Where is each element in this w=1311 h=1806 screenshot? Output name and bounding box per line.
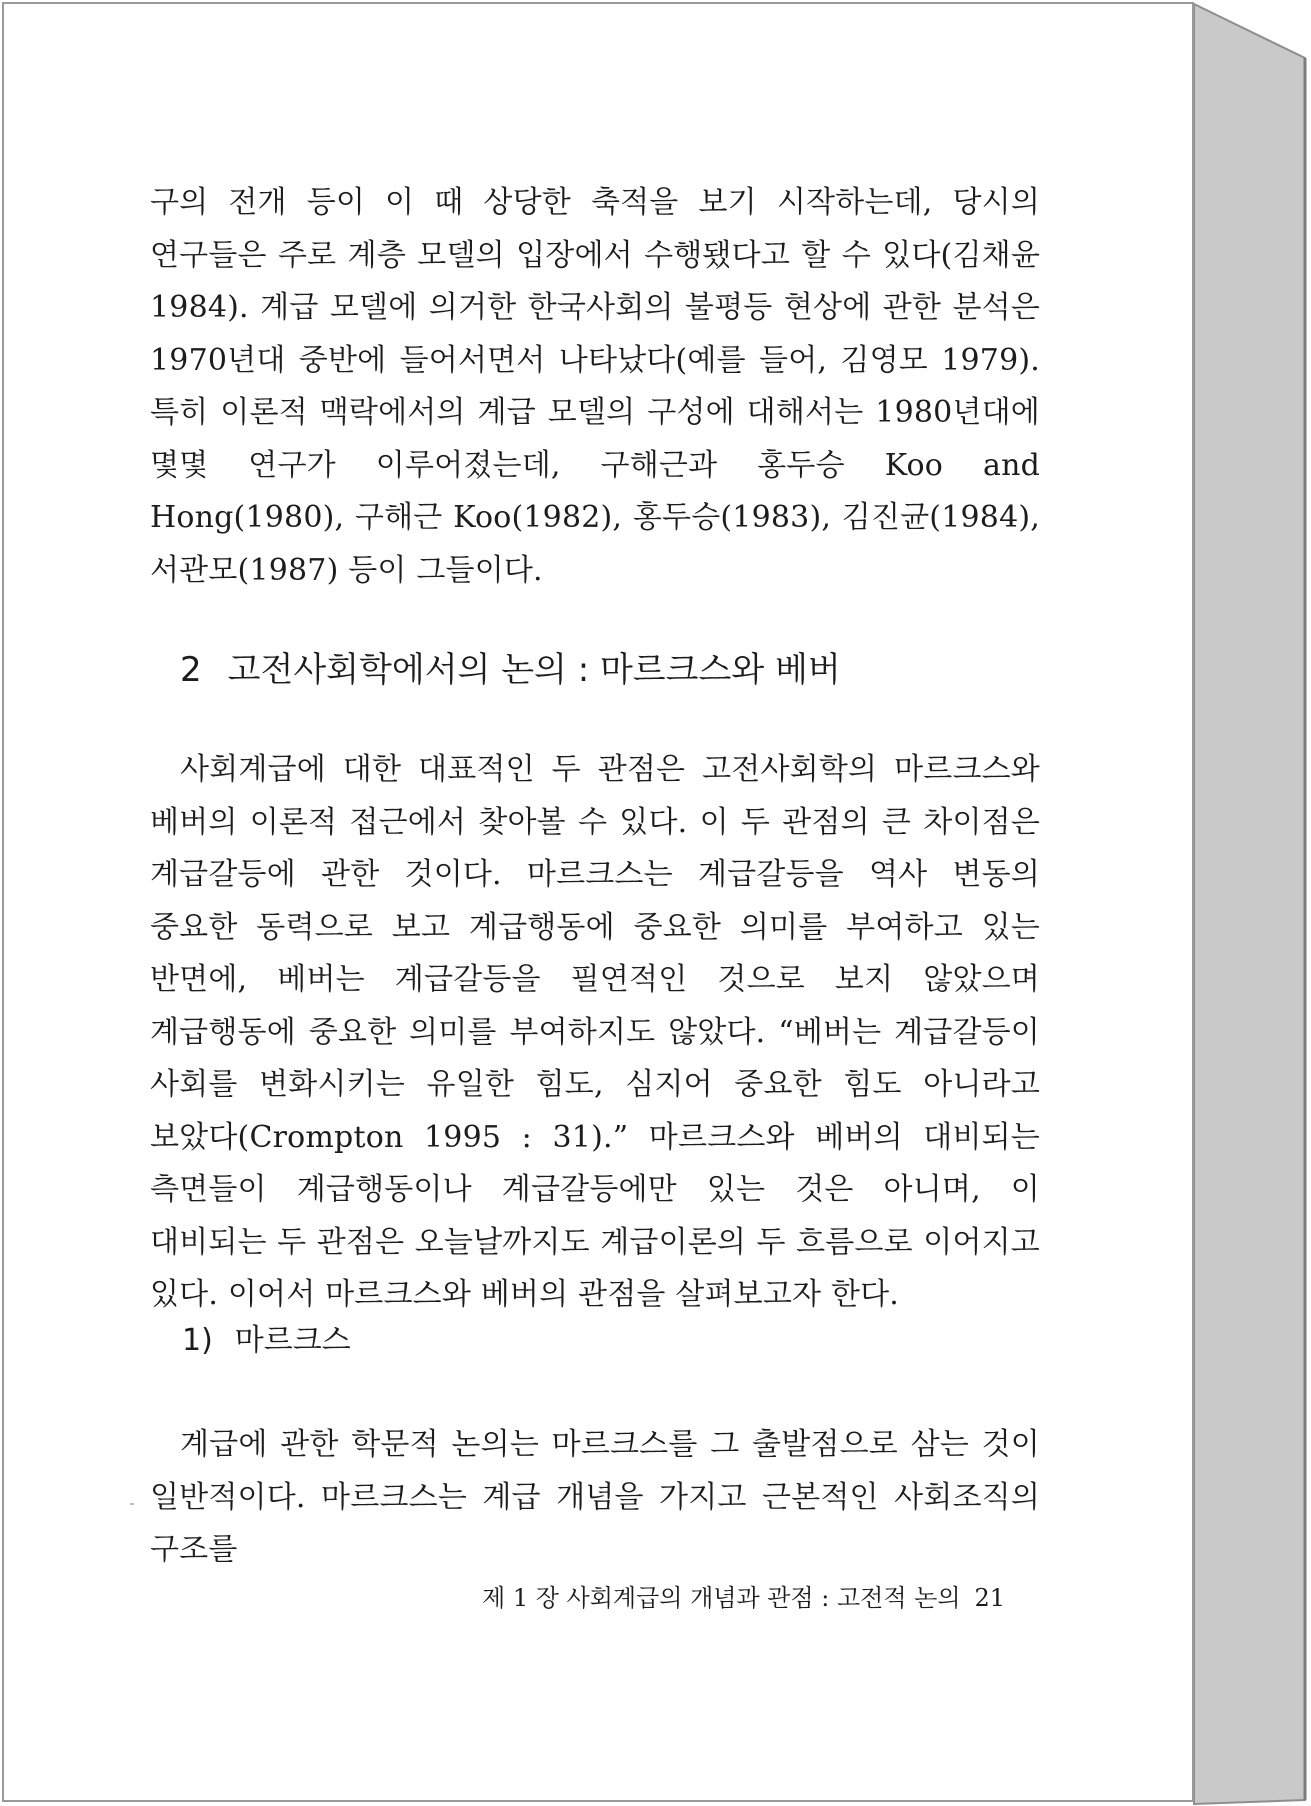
running-title: 제 1 장 사회계급의 개념과 관점 : 고전적 논의 bbox=[482, 1584, 961, 1612]
paragraph-text: 사회계급에 대한 대표적인 두 관점은 고전사회학의 마르크스와 베버의 이론적 접근에서 찾아볼 수 있다. 이 두 관점의 큰 차이점은 계급갈등에 관한 것이다. 마르크스는 계급갈등을 역사 변동의 중요한 동력으로 보고 계급행동에 중요한 의미를 부여하고 있는 반면에, 베버는 계급갈등을 필연적인 것으로 보지 않았으며 계급행동에 중요한 의미를 부여하지도 않았다. “베버는 계급갈등이 사회를 변화시키는 유일한 힘도, 심지어 중요한 힘도 아니라고 보았다(Crompton 1995 : 31).” 마르크스와 베버의 대비되는 측면들이 계급행동이나 계급갈등에만 있는 것은 아니며, 이 대비되는 두 관점은 오늘날까지도 계급이론의 두 흐름으로 이어지고 있다. 이어서 마르크스와 베버의 관점을 살펴보고자 한다. bbox=[150, 752, 1040, 1312]
margin-dot bbox=[130, 1503, 134, 1505]
running-footer bbox=[482, 1578, 1006, 1618]
paragraph-text: 계급에 관한 학문적 논의는 마르크스를 그 출발점으로 삼는 것이 일반적이다. 마르크스는 계급 개념을 가지고 근본적인 사회조직의 구조를 bbox=[150, 1427, 1040, 1567]
page-number: 21 bbox=[974, 1584, 1006, 1612]
document-page bbox=[2, 2, 1194, 1802]
section-heading bbox=[180, 645, 841, 695]
subsection-number: 1) bbox=[182, 1323, 213, 1358]
subsection-heading bbox=[182, 1316, 351, 1366]
section-title: 고전사회학에서의 논의 : 마르크스와 베버 bbox=[227, 650, 841, 690]
body-paragraph-3 bbox=[150, 1419, 1040, 1577]
subsection-title: 마르크스 bbox=[234, 1323, 351, 1358]
section-number: 2 bbox=[180, 650, 202, 690]
paragraph-text: 구의 전개 등이 이 때 상당한 축적을 보기 시작하는데, 당시의 연구들은 주로 계층 모델의 입장에서 수행됐다고 할 수 있다(김채윤 1984). 계급 모델에 의거한 한국사회의 불평등 현상에 관한 분석은 1970년대 중반에 들어서면서 나타났다(예를 들어, 김영모 1979). 특히 이론적 맥락에서의 계급 모델의 구성에 대해서는 1980년대에 몇몇 연구가 이루어졌는데, 구해근과 홍두승 Koo and Hong(1980), 구해근 Koo(1982), 홍두승(1983), 김진균(1984), 서관모(1987) 등이 그들이다. bbox=[150, 185, 1040, 588]
book-side-face bbox=[1194, 4, 1305, 1804]
body-paragraph-2 bbox=[150, 744, 1040, 1322]
body-paragraph-1 bbox=[150, 177, 1040, 597]
